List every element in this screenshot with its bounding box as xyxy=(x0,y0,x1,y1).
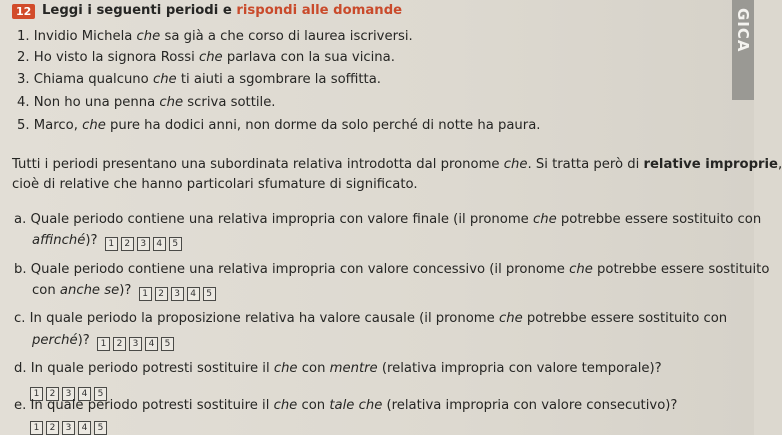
answer-box-2[interactable]: 2 xyxy=(46,421,59,435)
answer-boxes-b xyxy=(139,287,216,301)
question-b-line-1 xyxy=(14,262,769,278)
sentence-text: Non ho una penna xyxy=(33,95,160,110)
che-pronoun: che xyxy=(498,311,523,326)
answer-boxes-c xyxy=(97,337,174,351)
che-pronoun: che xyxy=(82,118,106,133)
question-text: )? xyxy=(85,233,98,248)
question-text: (relativa impropria con valore consecutivo)? xyxy=(382,398,678,413)
che-pronoun: che xyxy=(503,157,528,172)
answer-box-3[interactable]: 3 xyxy=(62,387,75,401)
question-text: potrebbe essere sostituito con xyxy=(522,311,728,326)
question-italic: affinché xyxy=(32,233,86,248)
question-e-line-1 xyxy=(14,398,677,414)
answer-box-5[interactable]: 5 xyxy=(94,421,107,435)
che-pronoun: che xyxy=(273,361,298,376)
answer-box-3[interactable]: 3 xyxy=(171,287,184,301)
question-a-line-2 xyxy=(32,233,182,251)
sentence-2 xyxy=(17,50,395,66)
question-text: Quale periodo contiene una relativa impropria con valore finale (il pronome xyxy=(30,212,533,227)
intro-line-1 xyxy=(12,157,782,173)
question-text: con xyxy=(297,398,330,413)
answer-box-4[interactable]: 4 xyxy=(145,337,158,351)
che-pronoun: che xyxy=(198,50,223,65)
sentence-text: Chiama qualcuno xyxy=(33,72,153,87)
answer-box-5[interactable]: 5 xyxy=(203,287,216,301)
answer-box-1[interactable]: 1 xyxy=(139,287,152,301)
sentence-5 xyxy=(17,118,540,134)
answer-boxes-e xyxy=(30,421,107,435)
question-text: In quale periodo la proposizione relativa ha valore causale (il pronome xyxy=(29,311,499,326)
side-tab-label: GICA xyxy=(734,8,752,53)
sentence-number: 4. xyxy=(17,95,30,110)
question-text: con xyxy=(32,283,60,298)
side-tab xyxy=(732,0,754,100)
question-b-line-2 xyxy=(32,283,216,301)
intro-bold: relative improprie xyxy=(643,157,778,172)
question-c-line-1 xyxy=(14,311,727,327)
answer-boxes-a xyxy=(105,237,182,251)
che-pronoun: che xyxy=(569,262,593,277)
question-text: potrebbe essere sostituito xyxy=(592,262,770,277)
question-text: )? xyxy=(119,283,132,298)
question-letter: d. xyxy=(14,361,27,376)
question-c-line-2 xyxy=(32,333,174,351)
answer-box-4[interactable]: 4 xyxy=(78,421,91,435)
sentence-text: sa già a che corso di laurea iscriversi. xyxy=(160,29,413,44)
che-pronoun: che xyxy=(273,398,298,413)
question-italic: tale che xyxy=(329,398,383,413)
heading-part1: Leggi i seguenti periodi e xyxy=(42,3,237,18)
question-a-line-1 xyxy=(14,212,761,228)
sentence-text: pure ha dodici anni, non dorme da solo perché di notte ha paura. xyxy=(105,118,541,133)
question-letter: e. xyxy=(14,398,27,413)
answer-box-2[interactable]: 2 xyxy=(155,287,168,301)
answer-box-2[interactable]: 2 xyxy=(46,387,59,401)
sentence-text: Invidio Michela xyxy=(33,29,137,44)
answer-box-5[interactable]: 5 xyxy=(161,337,174,351)
exercise-heading xyxy=(42,3,402,19)
question-text: (relativa impropria con valore temporale)? xyxy=(377,361,662,376)
answer-box-4[interactable]: 4 xyxy=(153,237,166,251)
answer-box-2[interactable]: 2 xyxy=(113,337,126,351)
answer-box-5[interactable]: 5 xyxy=(169,237,182,251)
answer-box-3[interactable]: 3 xyxy=(129,337,142,351)
sentence-number: 2. xyxy=(17,50,30,65)
question-letter: c. xyxy=(14,311,26,326)
heading-part2: rispondi alle domande xyxy=(236,3,403,18)
answer-box-3[interactable]: 3 xyxy=(62,421,75,435)
sentence-text: scriva sottile. xyxy=(183,95,276,110)
question-text: Quale periodo contiene una relativa impropria con valore concessivo (il pronome xyxy=(30,262,570,277)
answer-box-5[interactable]: 5 xyxy=(94,387,107,401)
question-letter: b. xyxy=(14,262,27,277)
sentence-text: parlava con la sua vicina. xyxy=(222,50,395,65)
che-pronoun: che xyxy=(152,72,177,87)
question-text: potrebbe essere sostituito con xyxy=(556,212,762,227)
sentence-text: Ho visto la signora Rossi xyxy=(33,50,199,65)
intro-line-2 xyxy=(12,177,418,193)
answer-box-4[interactable]: 4 xyxy=(78,387,91,401)
answer-box-1[interactable]: 1 xyxy=(105,237,118,251)
sentence-1 xyxy=(17,29,413,45)
che-pronoun: che xyxy=(136,29,161,44)
question-d-line-1 xyxy=(14,361,662,377)
question-text: )? xyxy=(77,333,90,348)
sentence-3 xyxy=(17,72,381,88)
question-letter: a. xyxy=(14,212,27,227)
answer-box-1[interactable]: 1 xyxy=(97,337,110,351)
intro-text: . Si tratta però di xyxy=(527,157,644,172)
question-italic: mentre xyxy=(329,361,378,376)
exercise-number: 12 xyxy=(12,4,35,19)
question-italic: anche se xyxy=(59,283,120,298)
sentence-4 xyxy=(17,95,276,111)
sentence-text: Marco, xyxy=(33,118,83,133)
sentence-text: ti aiuti a sgombrare la soffitta. xyxy=(176,72,382,87)
che-pronoun: che xyxy=(533,212,557,227)
question-italic: perché xyxy=(32,333,78,348)
sentence-number: 3. xyxy=(17,72,30,87)
question-e-line-2 xyxy=(30,417,107,435)
question-text: In quale periodo potresti sostituire il xyxy=(30,398,274,413)
answer-box-2[interactable]: 2 xyxy=(121,237,134,251)
sentence-number: 5. xyxy=(17,118,30,133)
intro-text: , xyxy=(777,157,782,172)
intro-text: Tutti i periodi presentano una subordinata relativa introdotta dal pronome xyxy=(12,157,504,172)
question-text: In quale periodo potresti sostituire il xyxy=(30,361,274,376)
answer-box-3[interactable]: 3 xyxy=(137,237,150,251)
intro-text: cioè di relative che hanno particolari sfumature di significato. xyxy=(12,177,418,192)
che-pronoun: che xyxy=(159,95,184,110)
answer-box-1[interactable]: 1 xyxy=(30,387,43,401)
sentence-number: 1. xyxy=(17,29,30,44)
answer-box-4[interactable]: 4 xyxy=(187,287,200,301)
answer-box-1[interactable]: 1 xyxy=(30,421,43,435)
question-text: con xyxy=(297,361,330,376)
